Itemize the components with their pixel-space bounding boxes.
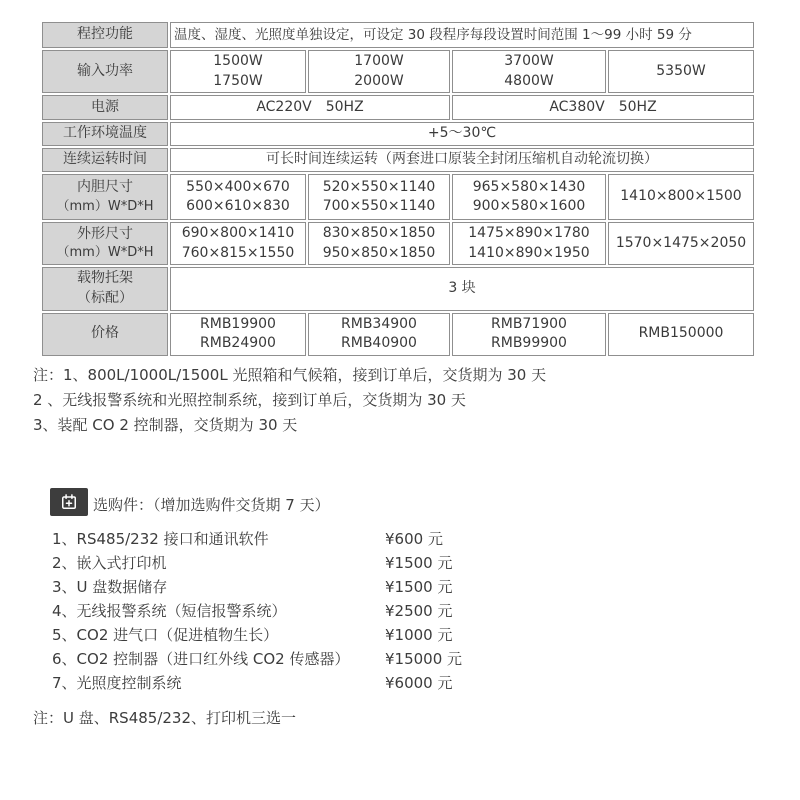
cell-line: 950×850×1850 — [322, 244, 436, 261]
spec-cell — [170, 222, 306, 265]
cell-line: 1500W — [213, 53, 263, 69]
option-price: ¥600 元 — [385, 529, 443, 548]
cell-line: 1750W — [213, 72, 263, 89]
option-price: ¥1000 元 — [385, 625, 453, 644]
row-label-program: 程控功能 — [42, 22, 168, 48]
spec-cell — [452, 222, 606, 265]
spec-row-price — [42, 313, 754, 356]
option-name: 3、U 盘数据储存 — [52, 577, 168, 596]
spec-cell-supply-left: AC220V 50HZ — [170, 95, 450, 120]
row-label-subline: （mm）W*D*H — [56, 198, 154, 214]
spec-cell — [170, 174, 306, 220]
cell-line: 965×580×1430 — [472, 178, 586, 195]
row-label-ambient: 工作环境温度 — [42, 122, 168, 146]
options-list — [52, 526, 462, 694]
spec-row-ambient — [42, 122, 754, 146]
cell-line: 700×550×1140 — [322, 198, 436, 215]
note-line: 注：1、800L/1000L/1500L 光照箱和气候箱，接到订单后，交货期为 30 天 — [33, 366, 547, 384]
delivery-notes — [33, 363, 546, 438]
spec-cell — [170, 313, 306, 356]
option-item — [52, 622, 462, 646]
spec-row-power — [42, 50, 754, 93]
row-label-runtime: 连续运转时间 — [42, 148, 168, 172]
row-label-inner-size — [42, 174, 168, 220]
cell-line: 690×800×1410 — [181, 225, 295, 242]
spec-row-tray — [42, 267, 754, 310]
row-label-supply: 电源 — [42, 95, 168, 120]
row-label-outer-size — [42, 222, 168, 265]
spec-cell-tray-value: 3 块 — [170, 267, 754, 310]
note-line: 2 、无线报警系统和光照控制系统，接到订单后，交货期为 30 天 — [33, 391, 466, 409]
spec-cell: RMB150000 — [608, 313, 754, 356]
cell-line: 1700W — [354, 53, 404, 69]
spec-cell: 1410×800×1500 — [608, 174, 754, 220]
spec-cell-runtime-value: 可长时间连续运转（两套进口原装全封闭压缩机自动轮流切换） — [170, 148, 754, 172]
options-footnote: 注：U 盘、RS485/232、打印机三选一 — [33, 709, 297, 727]
option-item — [52, 574, 462, 598]
option-name: 1、RS485/232 接口和通讯软件 — [52, 529, 269, 548]
option-item — [52, 550, 462, 574]
cell-line: 2000W — [354, 72, 404, 89]
spec-cell — [452, 313, 606, 356]
row-label-line: 外形尺寸 — [77, 225, 133, 242]
spec-cell — [452, 174, 606, 220]
cell-line: RMB40900 — [341, 335, 417, 352]
cell-line: 3700W — [504, 53, 554, 69]
cell-line: RMB99900 — [491, 335, 567, 352]
option-name: 4、无线报警系统（短信报警系统） — [52, 601, 287, 620]
row-label-subline: （标配） — [77, 289, 133, 306]
spec-cell — [452, 50, 606, 93]
note-line: 3、装配 CO 2 控制器，交货期为 30 天 — [33, 416, 298, 434]
cell-line: 520×550×1140 — [322, 178, 436, 195]
option-item — [52, 526, 462, 550]
option-price: ¥1500 元 — [385, 577, 453, 596]
calendar-plus-icon — [50, 488, 88, 516]
cell-line: 1410×890×1950 — [468, 244, 590, 261]
row-label-line: 内胆尺寸 — [77, 179, 133, 196]
row-label-subline: （mm）W*D*H — [56, 245, 154, 261]
option-name: 5、CO2 进气口（促进植物生长） — [52, 625, 279, 644]
cell-line: 1475×890×1780 — [468, 225, 590, 242]
row-label-line: 载物托架 — [77, 270, 133, 287]
cell-line: 550×400×670 — [186, 178, 290, 195]
cell-line: RMB71900 — [491, 315, 567, 332]
spec-cell: 1570×1475×2050 — [608, 222, 754, 265]
option-price: ¥6000 元 — [385, 673, 453, 692]
cell-line: RMB34900 — [341, 315, 417, 332]
spec-cell — [308, 313, 450, 356]
cell-line: RMB24900 — [200, 335, 276, 352]
option-name: 6、CO2 控制器（进口红外线 CO2 传感器） — [52, 649, 350, 668]
option-name: 7、光照度控制系统 — [52, 673, 182, 692]
spec-cell — [308, 174, 450, 220]
spec-cell — [170, 50, 306, 93]
option-item — [52, 670, 462, 694]
options-title: 选购件：（增加选购件交货期 7 天） — [93, 496, 330, 514]
cell-line: 760×815×1550 — [181, 244, 295, 261]
spec-row-inner-size — [42, 174, 754, 220]
spec-table — [40, 20, 756, 358]
cell-line: 830×850×1850 — [322, 225, 436, 242]
options-header — [50, 488, 330, 516]
row-label-power: 输入功率 — [42, 50, 168, 93]
spec-cell-program-value: 温度、湿度、光照度单独设定，可设定 30 段程序每段设置时间范围 1～99 小时 59 分 — [170, 22, 754, 48]
cell-line: 4800W — [504, 72, 554, 89]
option-price: ¥15000 元 — [385, 649, 463, 668]
option-price: ¥2500 元 — [385, 601, 453, 620]
spec-row-supply — [42, 95, 754, 120]
spec-row-runtime — [42, 148, 754, 172]
option-name: 2、嵌入式打印机 — [52, 553, 167, 572]
option-item — [52, 646, 462, 670]
spec-cell: 5350W — [608, 50, 754, 93]
spec-row-outer-size — [42, 222, 754, 265]
option-item — [52, 598, 462, 622]
row-label-price: 价格 — [42, 313, 168, 356]
spec-cell-ambient-value: +5～30℃ — [170, 122, 754, 146]
cell-line: 900×580×1600 — [472, 198, 586, 215]
cell-line: 600×610×830 — [186, 198, 290, 215]
spec-row-program — [42, 22, 754, 48]
option-price: ¥1500 元 — [385, 553, 453, 572]
spec-cell-supply-right: AC380V 50HZ — [452, 95, 754, 120]
row-label-tray — [42, 267, 168, 310]
spec-cell — [308, 50, 450, 93]
cell-line: RMB19900 — [200, 315, 276, 332]
spec-cell — [308, 222, 450, 265]
